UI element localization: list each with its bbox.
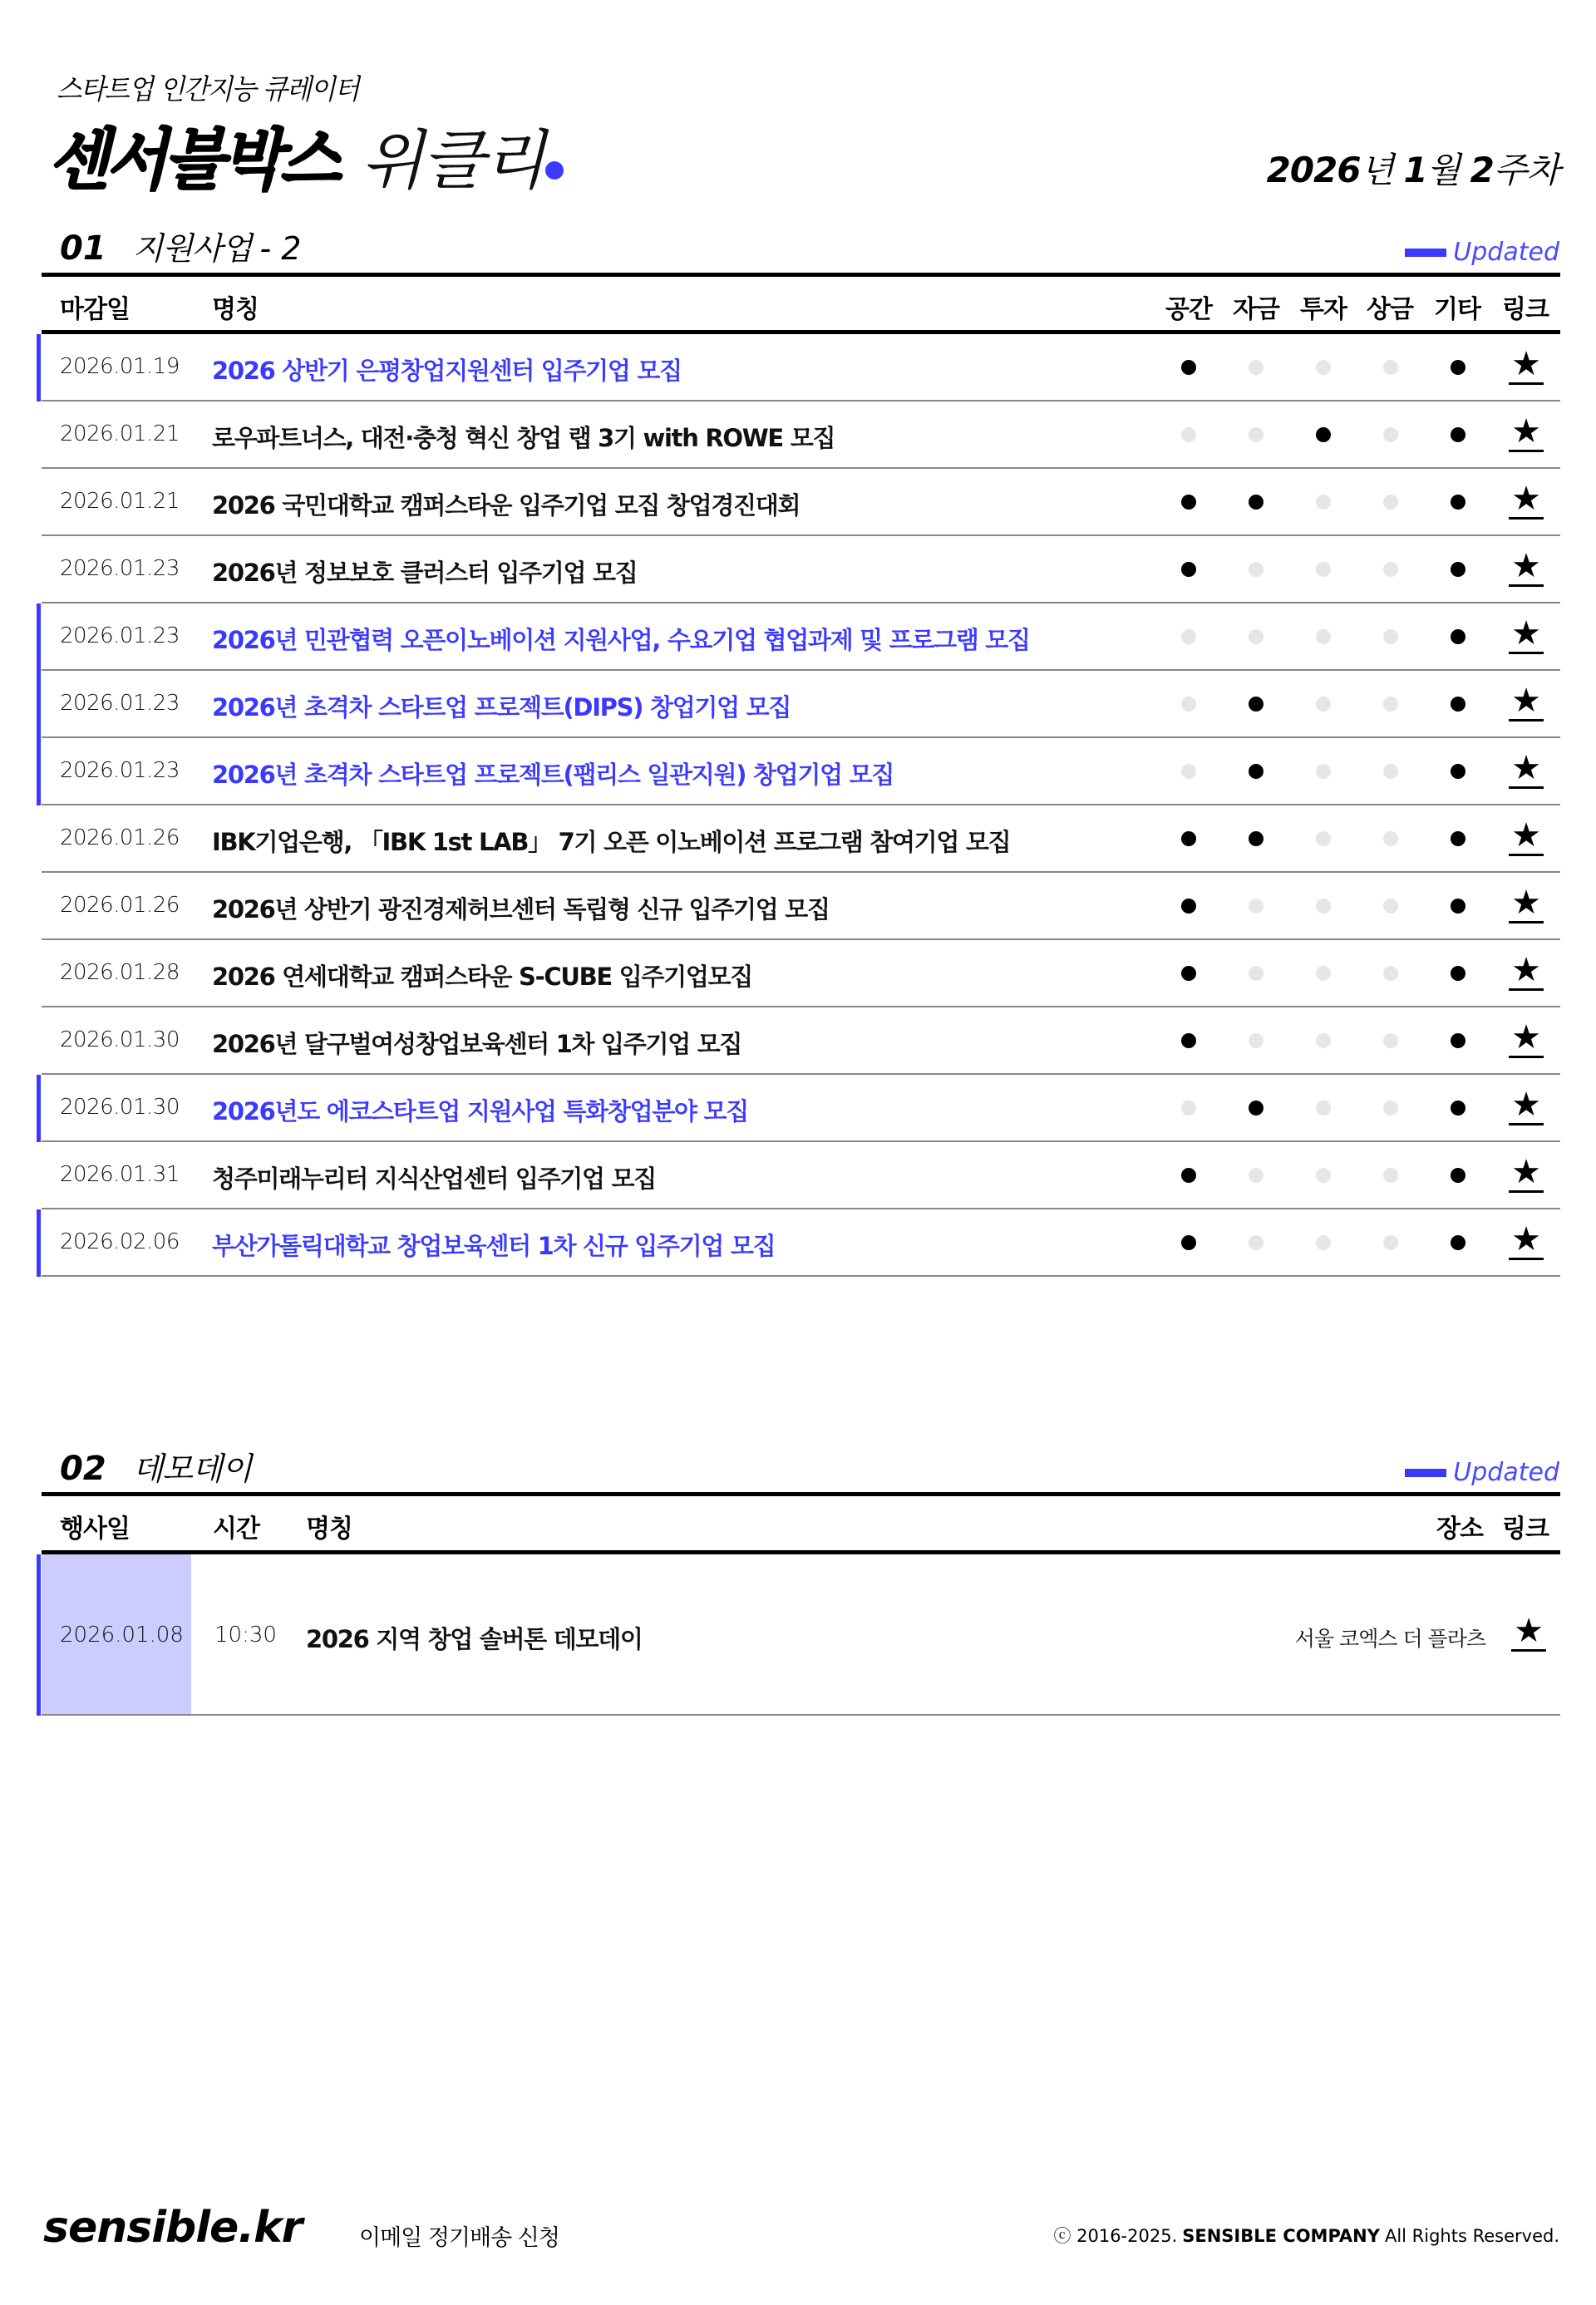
dot-fund-icon [1249, 1235, 1264, 1250]
dot-invest-icon [1316, 427, 1331, 442]
dot-fund-icon [1249, 1168, 1264, 1183]
dot-prize-icon [1383, 831, 1398, 846]
issue-month: 1 [1403, 150, 1427, 190]
row-program-name[interactable]: 2026 국민대학교 캠퍼스타운 입주기업 모집 창업경진대회 [212, 491, 800, 520]
row-program-name[interactable]: 2026년 상반기 광진경제허브센터 독립형 신규 입주기업 모집 [212, 895, 830, 923]
brand-bold: 센서블박스 [48, 121, 338, 199]
col-time: 시간 [213, 1515, 259, 1544]
dot-fund-icon [1249, 1033, 1264, 1048]
star-link-icon[interactable]: ★ [1509, 817, 1544, 856]
dot-fund-icon [1249, 1101, 1264, 1116]
row-deadline: 2026.01.23 [60, 758, 180, 783]
dot-fund-icon [1249, 427, 1264, 442]
col-link: 링크 [1502, 1515, 1549, 1544]
dot-etc-icon [1451, 1168, 1465, 1183]
section1-number: 01 [60, 229, 106, 268]
table-row [42, 1209, 1560, 1277]
dot-prize-icon [1383, 360, 1398, 375]
row-deadline: 2026.01.26 [60, 825, 180, 850]
row-program-name[interactable]: 2026 연세대학교 캠퍼스타운 S-CUBE 입주기업모집 [212, 963, 752, 991]
dot-etc-icon [1451, 899, 1465, 914]
dot-invest-icon [1316, 495, 1331, 510]
table-row [42, 334, 1560, 401]
dot-fund-icon [1249, 697, 1264, 712]
dot-etc-icon [1451, 495, 1465, 510]
row-program-name[interactable]: IBK기업은행, 「IBK 1st LAB」 7기 오픈 이노베이션 프로그램 참여기업 모집 [212, 828, 1011, 856]
section1-table-header [42, 277, 1560, 327]
issue-week-num: 2 [1470, 150, 1494, 190]
row-program-name[interactable]: 2026년 초격차 스타트업 프로젝트(DIPS) 창업기업 모집 [212, 693, 791, 722]
row-deadline: 2026.01.30 [60, 1095, 180, 1120]
star-link-icon[interactable]: ★ [1509, 480, 1544, 520]
star-link-icon[interactable]: ★ [1509, 346, 1544, 385]
dot-invest-icon [1316, 899, 1331, 914]
star-link-icon[interactable]: ★ [1509, 1019, 1544, 1058]
col-name: 명칭 [306, 1515, 352, 1544]
col-space: 공간 [1165, 295, 1212, 324]
star-link-icon[interactable]: ★ [1509, 548, 1544, 587]
dot-etc-icon [1451, 831, 1465, 846]
dot-etc-icon [1451, 1033, 1465, 1048]
table-row [42, 738, 1560, 805]
dot-etc-icon [1451, 562, 1465, 577]
dot-prize-icon [1383, 966, 1398, 981]
table-row [42, 940, 1560, 1007]
table-row [42, 1007, 1560, 1075]
dot-prize-icon [1383, 764, 1398, 779]
star-link-icon[interactable]: ★ [1509, 952, 1544, 991]
row-program-name[interactable]: 2026년 정보보호 클러스터 입주기업 모집 [212, 559, 638, 587]
dot-invest-icon [1316, 360, 1331, 375]
section1-subtitle: - 2 [259, 230, 302, 267]
row-deadline: 2026.01.19 [60, 354, 180, 379]
dot-etc-icon [1451, 966, 1465, 981]
section1-updated-legend [1405, 238, 1559, 267]
dot-space-icon [1181, 966, 1196, 981]
dot-prize-icon [1383, 427, 1398, 442]
copyright-company: SENSIBLE COMPANY [1182, 2226, 1380, 2246]
section2-table-header [42, 1496, 1560, 1546]
dot-etc-icon [1451, 697, 1465, 712]
row-deadline: 2026.01.21 [60, 421, 180, 446]
dot-etc-icon [1451, 1235, 1465, 1250]
footer-logo[interactable]: sensible.kr [43, 2203, 303, 2253]
dot-etc-icon [1451, 629, 1465, 644]
dot-fund-icon [1249, 495, 1264, 510]
row-deadline: 2026.01.23 [60, 556, 180, 581]
dot-space-icon [1181, 360, 1196, 375]
demo-name: 2026 지역 창업 솔버톤 데모데이 [306, 1625, 643, 1653]
section1-table-body [37, 334, 1560, 1277]
dot-fund-icon [1249, 562, 1264, 577]
dot-fund-icon [1249, 831, 1264, 846]
row-program-name[interactable]: 2026년 달구벌여성창업보육센터 1차 입주기업 모집 [212, 1030, 742, 1058]
dot-prize-icon [1383, 629, 1398, 644]
dot-invest-icon [1316, 1033, 1331, 1048]
dot-fund-icon [1249, 629, 1264, 644]
row-program-name[interactable]: 부산가톨릭대학교 창업보육센터 1차 신규 입주기업 모집 [212, 1232, 776, 1260]
table-row [42, 805, 1560, 873]
demo-place: 서울 코엑스 더 플라츠 [1294, 1627, 1485, 1651]
table-row [42, 671, 1560, 738]
row-program-name[interactable]: 청주미래누리터 지식산업센터 입주기업 모집 [212, 1165, 656, 1193]
dot-prize-icon [1383, 1235, 1398, 1250]
row-deadline: 2026.02.06 [60, 1229, 180, 1254]
dot-space-icon [1181, 899, 1196, 914]
dot-space-icon [1181, 1033, 1196, 1048]
brand-light: 위클리 [361, 124, 544, 199]
demo-time: 10:30 [214, 1623, 277, 1647]
dot-prize-icon [1383, 899, 1398, 914]
brand-title [48, 106, 564, 202]
updated-legend-label: Updated [1453, 1458, 1559, 1487]
demo-date: 2026.01.08 [60, 1623, 184, 1647]
star-link-icon[interactable]: ★ [1509, 1221, 1544, 1260]
star-link-icon[interactable]: ★ [1509, 1086, 1544, 1125]
dot-invest-icon [1316, 1235, 1331, 1250]
section2-title [60, 1443, 252, 1489]
section2-number: 02 [60, 1450, 106, 1488]
dot-prize-icon [1383, 1033, 1398, 1048]
table-row [42, 1075, 1560, 1142]
dot-etc-icon [1451, 360, 1465, 375]
row-program-name[interactable]: 2026년도 에코스타트업 지원사업 특화창업분야 모집 [212, 1097, 748, 1125]
table-row [42, 873, 1560, 940]
star-link-icon[interactable]: ★ [1511, 1613, 1546, 1652]
table-row [42, 1142, 1560, 1209]
col-event-date: 행사일 [60, 1515, 130, 1544]
dot-invest-icon [1316, 697, 1331, 712]
dot-prize-icon [1383, 562, 1398, 577]
section2-name: 데모데이 [132, 1450, 252, 1487]
dot-invest-icon [1316, 562, 1331, 577]
row-deadline: 2026.01.26 [60, 893, 180, 918]
col-link: 링크 [1502, 295, 1549, 324]
dot-etc-icon [1451, 1101, 1465, 1116]
issue-month-unit: 월 [1426, 150, 1461, 190]
dot-prize-icon [1383, 1101, 1398, 1116]
dot-invest-icon [1316, 629, 1331, 644]
row-deadline: 2026.01.28 [60, 960, 180, 985]
row-deadline: 2026.01.30 [60, 1027, 180, 1052]
dot-etc-icon [1451, 764, 1465, 779]
tagline: 스타트업 인간지능 큐레이터 [57, 73, 359, 106]
dot-invest-icon [1316, 966, 1331, 981]
dot-invest-icon [1316, 831, 1331, 846]
dot-space-icon [1181, 427, 1196, 442]
dot-space-icon [1181, 697, 1196, 712]
dot-prize-icon [1383, 1168, 1398, 1183]
col-etc: 기타 [1434, 295, 1480, 324]
copyright-years: ⓒ 2016-2025. [1053, 2226, 1178, 2246]
demo-row [42, 1554, 1560, 1716]
star-link-icon[interactable]: ★ [1509, 750, 1544, 789]
star-link-icon[interactable]: ★ [1509, 413, 1544, 452]
dot-space-icon [1181, 1101, 1196, 1116]
col-fund: 자금 [1233, 295, 1279, 324]
section1-name: 지원사업 [132, 230, 252, 267]
table-row [42, 401, 1560, 469]
star-link-icon[interactable]: ★ [1509, 884, 1544, 923]
col-place: 장소 [1436, 1515, 1483, 1544]
updated-legend-label: Updated [1453, 238, 1559, 267]
star-link-icon[interactable]: ★ [1509, 1154, 1544, 1193]
row-program-name[interactable]: 2026년 민관협력 오픈이노베이션 지원사업, 수요기업 협업과제 및 프로그램 모집 [212, 626, 1030, 654]
col-deadline: 마감일 [60, 295, 130, 324]
dot-invest-icon [1316, 764, 1331, 779]
copyright [1053, 2223, 1559, 2248]
copyright-rights: All Rights Reserved. [1384, 2226, 1559, 2246]
dot-invest-icon [1316, 1101, 1331, 1116]
table-row [42, 536, 1560, 603]
dot-fund-icon [1249, 764, 1264, 779]
section2-updated-legend [1405, 1458, 1559, 1487]
issue-week [1267, 143, 1559, 193]
star-link-icon[interactable]: ★ [1509, 615, 1544, 654]
row-deadline: 2026.01.23 [60, 623, 180, 648]
row-deadline: 2026.01.23 [60, 691, 180, 716]
dot-space-icon [1181, 562, 1196, 577]
dot-fund-icon [1249, 899, 1264, 914]
dot-invest-icon [1316, 1168, 1331, 1183]
updated-legend-bar [1405, 249, 1446, 257]
dot-space-icon [1181, 1235, 1196, 1250]
dot-prize-icon [1383, 495, 1398, 510]
dot-space-icon [1181, 831, 1196, 846]
updated-legend-bar [1405, 1469, 1446, 1477]
section1-title [60, 223, 301, 268]
dot-etc-icon [1451, 427, 1465, 442]
dot-space-icon [1181, 764, 1196, 779]
dot-space-icon [1181, 1168, 1196, 1183]
dot-fund-icon [1249, 360, 1264, 375]
star-link-icon[interactable]: ★ [1509, 682, 1544, 722]
col-name: 명칭 [212, 295, 259, 324]
table-row [42, 469, 1560, 536]
row-program-name[interactable]: 2026년 초격차 스타트업 프로젝트(팹리스 일관지원) 창업기업 모집 [212, 761, 894, 789]
issue-year: 2026 [1266, 150, 1361, 190]
row-program-name[interactable]: 로우파트너스, 대전·충청 혁신 창업 랩 3기 with ROWE 모집 [212, 424, 835, 452]
issue-year-unit: 년 [1360, 150, 1394, 190]
brand-dot-icon [545, 161, 564, 180]
dot-space-icon [1181, 629, 1196, 644]
col-prize: 상금 [1367, 295, 1413, 324]
row-deadline: 2026.01.21 [60, 489, 180, 514]
col-invest: 투자 [1300, 295, 1347, 324]
table-row [42, 603, 1560, 671]
subscribe-link[interactable]: 이메일 정기배송 신청 [359, 2225, 559, 2251]
row-deadline: 2026.01.31 [60, 1162, 180, 1187]
dot-space-icon [1181, 495, 1196, 510]
row-program-name[interactable]: 2026 상반기 은평창업지원센터 입주기업 모집 [212, 357, 682, 385]
dot-fund-icon [1249, 966, 1264, 981]
issue-week-unit: 주차 [1493, 150, 1559, 190]
dot-prize-icon [1383, 697, 1398, 712]
section2-table-body [37, 1554, 1560, 1716]
